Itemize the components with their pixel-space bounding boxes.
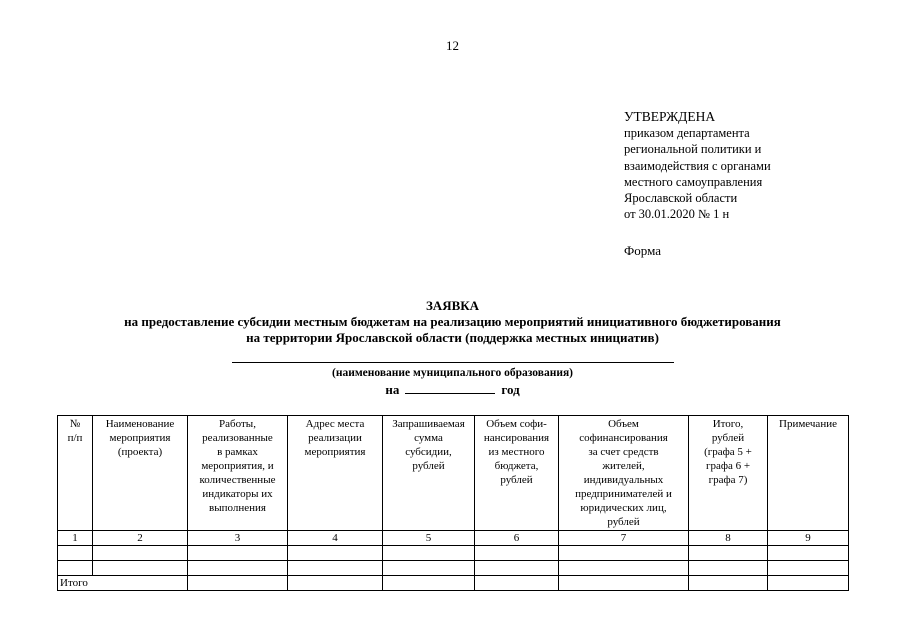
column-number-row xyxy=(58,531,849,546)
title-line: на предоставление субсидии местным бюджетам на реализацию мероприятий инициативного бюджетирования xyxy=(124,314,781,329)
year-suffix: год xyxy=(501,382,520,397)
header-line: графа 7) xyxy=(708,474,748,486)
table-cell xyxy=(475,576,559,591)
header-line: мероприятия xyxy=(304,446,366,458)
table-header-row xyxy=(58,416,849,531)
header-cell xyxy=(475,416,559,531)
header-line: предпринимателей и xyxy=(575,488,672,500)
table-cell xyxy=(768,576,849,591)
municipality-caption: (наименование муниципального образования) xyxy=(331,367,573,379)
table-cell xyxy=(288,561,383,576)
table-cell xyxy=(288,546,383,561)
form-label: Форма xyxy=(624,242,661,258)
table-cell xyxy=(93,546,188,561)
header-line: рублей xyxy=(607,516,640,528)
header-line: п/п xyxy=(67,432,83,444)
header-line: Примечание xyxy=(779,418,837,430)
table-cell xyxy=(383,576,475,591)
header-line: Работы, xyxy=(219,418,256,430)
table-cell xyxy=(188,561,288,576)
column-number: 1 xyxy=(58,531,93,546)
table-cell xyxy=(383,561,475,576)
title-line: на территории Ярославской области (поддержка местных инициатив) xyxy=(246,330,659,345)
column-number: 5 xyxy=(383,531,475,546)
approval-line: региональной политики и xyxy=(624,142,762,157)
header-line: Наименование xyxy=(105,418,175,430)
table-cell xyxy=(475,561,559,576)
header-line: рублей xyxy=(412,460,445,472)
header-line: софинансирования xyxy=(579,432,668,444)
header-line: из местного xyxy=(488,446,545,458)
column-number: 2 xyxy=(93,531,188,546)
header-line: (графа 5 + xyxy=(704,446,752,458)
header-line: субсидии, xyxy=(405,446,452,458)
column-number: 8 xyxy=(689,531,768,546)
header-line: жителей, xyxy=(602,460,645,472)
approval-line: приказом департамента xyxy=(624,126,750,140)
header-line: нансирования xyxy=(483,432,550,444)
approval-line: Ярославской области xyxy=(624,191,738,206)
header-line: юридических лиц, xyxy=(580,502,667,514)
header-line: рублей xyxy=(711,432,745,444)
column-number: 3 xyxy=(188,531,288,546)
municipality-blank-line xyxy=(232,362,674,363)
header-line: реализованные xyxy=(202,432,273,444)
page-number: 12 xyxy=(446,38,459,53)
approval-line: местного самоуправления xyxy=(624,174,763,189)
application-table xyxy=(57,415,849,591)
table-cell xyxy=(559,576,689,591)
header-line: количественные xyxy=(199,474,276,486)
header-line: графа 6 + xyxy=(705,460,751,472)
header-line: индивидуальных xyxy=(583,474,664,486)
column-number: 4 xyxy=(288,531,383,546)
header-line: Адрес места xyxy=(305,418,365,430)
approval-stamp xyxy=(624,108,771,259)
table-cell xyxy=(58,546,93,561)
total-label: Итого xyxy=(58,576,188,591)
table-cell xyxy=(689,546,768,561)
header-line: выполнения xyxy=(209,502,266,514)
approval-line: от 30.01.2020 № 1 н xyxy=(624,207,730,222)
column-number: 6 xyxy=(475,531,559,546)
header-line: реализации xyxy=(308,432,362,444)
table-cell xyxy=(93,561,188,576)
table-cell xyxy=(689,561,768,576)
table-cell xyxy=(58,561,93,576)
year-line xyxy=(0,381,905,398)
table-row xyxy=(58,546,849,561)
table-cell xyxy=(188,576,288,591)
approval-line: взаимодействия с органами xyxy=(624,158,771,173)
header-line: в рамках xyxy=(217,446,258,458)
header-cell xyxy=(93,416,188,531)
header-line: Запрашиваемая xyxy=(392,418,465,430)
table-cell xyxy=(188,546,288,561)
table-row xyxy=(58,561,849,576)
table-cell xyxy=(383,546,475,561)
header-line: Объем софи- xyxy=(486,418,547,430)
table-cell xyxy=(559,561,689,576)
year-prefix: на xyxy=(385,382,400,397)
column-number: 9 xyxy=(768,531,849,546)
table-cell xyxy=(475,546,559,561)
approval-head: УТВЕРЖДЕНА xyxy=(624,109,716,124)
header-cell xyxy=(383,416,475,531)
header-line: индикаторы их xyxy=(202,488,273,500)
header-cell xyxy=(559,416,689,531)
table-cell xyxy=(768,561,849,576)
year-blank xyxy=(405,381,495,394)
table-cell xyxy=(288,576,383,591)
header-cell xyxy=(768,416,849,531)
header-line: (проекта) xyxy=(117,446,163,458)
document-title xyxy=(0,298,905,346)
header-line: мероприятия xyxy=(109,432,171,444)
table-cell xyxy=(768,546,849,561)
header-line: Итого, xyxy=(712,418,744,430)
header-line: рублей xyxy=(500,474,533,486)
header-line: сумма xyxy=(414,432,443,444)
header-cell xyxy=(58,416,93,531)
header-line: за счет средств xyxy=(588,446,659,458)
header-line: бюджета, xyxy=(494,460,539,472)
title-main: ЗАЯВКА xyxy=(425,298,480,313)
table-cell xyxy=(559,546,689,561)
table-cell xyxy=(689,576,768,591)
header-cell xyxy=(288,416,383,531)
total-row xyxy=(58,576,849,591)
header-line: Объем xyxy=(608,418,639,430)
header-line: мероприятия, и xyxy=(201,460,274,472)
column-number: 7 xyxy=(559,531,689,546)
header-cell xyxy=(188,416,288,531)
header-cell xyxy=(689,416,768,531)
header-line: № xyxy=(69,418,81,430)
